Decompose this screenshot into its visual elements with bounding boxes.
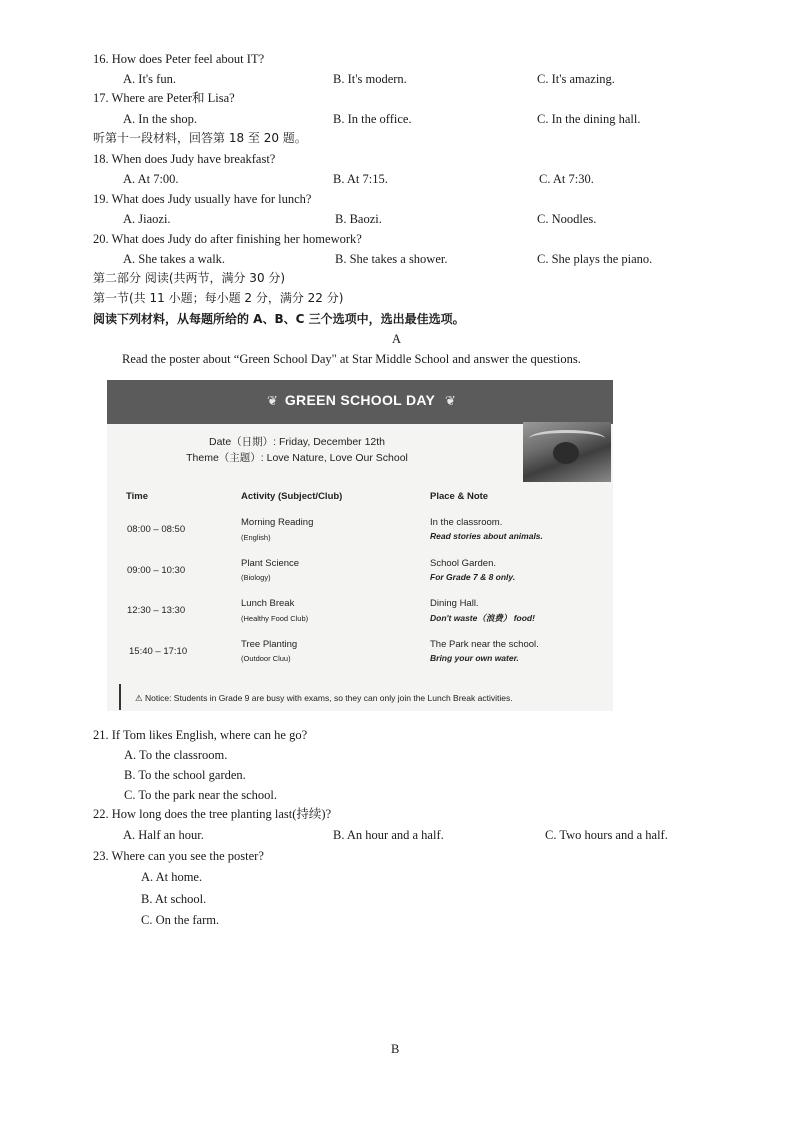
reading-instruction: 阅读下列材料，从每题所给的 A、B、C 三个选项中，选出最佳选项。 <box>93 312 465 326</box>
row-4-activity: Tree Planting <box>241 639 298 650</box>
q17-option-a: A. In the shop. <box>123 112 197 126</box>
row-3-activity: Lunch Break <box>241 598 295 609</box>
row-2-activity: Plant Science <box>241 558 300 569</box>
passage-letter-a: A <box>392 332 402 346</box>
row-1-place: In the classroom. <box>430 517 503 528</box>
row-3-club: (Healthy Food Club) <box>241 614 309 623</box>
header-time: Time <box>126 491 149 502</box>
row-1-activity: Morning Reading <box>241 517 314 528</box>
q23-option-a: A. At home. <box>141 870 203 884</box>
row-2-note: For Grade 7 & 8 only. <box>430 572 516 582</box>
passage-letter-b: B <box>391 1042 400 1056</box>
row-4-club: (Outdoor Cluu) <box>241 654 291 663</box>
q18-option-b: B. At 7:15. <box>333 172 388 186</box>
q21-option-a: A. To the classroom. <box>124 748 228 762</box>
question-21: 21. If Tom likes English, where can he go? <box>93 728 308 742</box>
question-20: 20. What does Judy do after finishing her homework? <box>93 232 362 246</box>
row-1-note: Read stories about animals. <box>430 531 543 541</box>
question-17: 17. Where are Peter和 Lisa? <box>93 91 235 105</box>
row-2-club: (Biology) <box>241 573 271 582</box>
notice-bar <box>119 684 121 710</box>
question-22: 22. How long does the tree planting last(持续)? <box>93 807 332 821</box>
q16-option-b: B. It's modern. <box>333 72 407 86</box>
poster-notice: ⚠ Notice: Students in Grade 9 are busy with exams, so they can only join the Lunch Break activities. <box>135 693 513 703</box>
section-one-title: 第一节(共 11 小题；每小题 2 分，满分 22 分) <box>93 291 344 305</box>
row-4-note: Bring your own water. <box>430 653 519 663</box>
q23-option-b: B. At school. <box>141 892 207 906</box>
row-2-place: School Garden. <box>430 558 497 569</box>
poster-photo <box>523 422 611 482</box>
q22-option-c: C. Two hours and a half. <box>545 828 668 842</box>
q22-option-a: A. Half an hour. <box>123 828 204 842</box>
q16-option-a: A. It's fun. <box>123 72 176 86</box>
row-1-club: (English) <box>241 533 271 542</box>
q21-option-c: C. To the park near the school. <box>124 788 278 802</box>
q17-option-c: C. In the dining hall. <box>537 112 641 126</box>
q20-option-c: C. She plays the piano. <box>537 252 653 266</box>
q18-option-c: C. At 7:30. <box>539 172 594 186</box>
row-3-place: Dining Hall. <box>430 598 479 609</box>
q19-option-c: C. Noodles. <box>537 212 597 226</box>
part-two-title: 第二部分 阅读(共两节，满分 30 分) <box>93 271 286 285</box>
header-place-note: Place & Note <box>430 491 489 502</box>
row-1-time: 08:00 – 08:50 <box>127 524 186 535</box>
q20-option-a: A. She takes a walk. <box>123 252 226 266</box>
passage-intro: Read the poster about “Green School Day" at Star Middle School and answer the questions. <box>122 352 581 366</box>
row-4-time: 15:40 – 17:10 <box>129 646 188 657</box>
question-18: 18. When does Judy have breakfast? <box>93 152 276 166</box>
poster-theme: Theme（主题）: Love Nature, Love Our School <box>186 452 408 464</box>
q20-option-b: B. She takes a shower. <box>335 252 448 266</box>
q17-option-b: B. In the office. <box>333 112 412 126</box>
leaf-icon: ❦ <box>445 393 456 408</box>
row-4-place: The Park near the school. <box>430 639 539 650</box>
q16-option-c: C. It's amazing. <box>537 72 615 86</box>
green-school-day-poster <box>107 380 613 711</box>
leaf-icon: ❦ <box>267 393 278 408</box>
row-3-note: Don't waste（浪费） food! <box>430 613 535 623</box>
poster-date: Date（日期）: Friday, December 12th <box>208 436 386 448</box>
q19-option-a: A. Jiaozi. <box>123 212 171 226</box>
question-23: 23. Where can you see the poster? <box>93 849 264 863</box>
row-2-time: 09:00 – 10:30 <box>127 565 186 576</box>
row-3-time: 12:30 – 13:30 <box>127 605 186 616</box>
q23-option-c: C. On the farm. <box>141 913 220 927</box>
listening-instruction: 听第十一段材料，回答第 18 至 20 题。 <box>93 131 307 145</box>
q18-option-a: A. At 7:00. <box>123 172 179 186</box>
question-16: 16. How does Peter feel about IT? <box>93 52 265 66</box>
header-activity: Activity (Subject/Club) <box>241 491 343 502</box>
question-19: 19. What does Judy usually have for lunch? <box>93 192 312 206</box>
q22-option-b: B. An hour and a half. <box>333 828 444 842</box>
q19-option-b: B. Baozi. <box>335 212 382 226</box>
poster-title: GREEN SCHOOL DAY <box>284 392 436 408</box>
q21-option-b: B. To the school garden. <box>124 768 246 782</box>
